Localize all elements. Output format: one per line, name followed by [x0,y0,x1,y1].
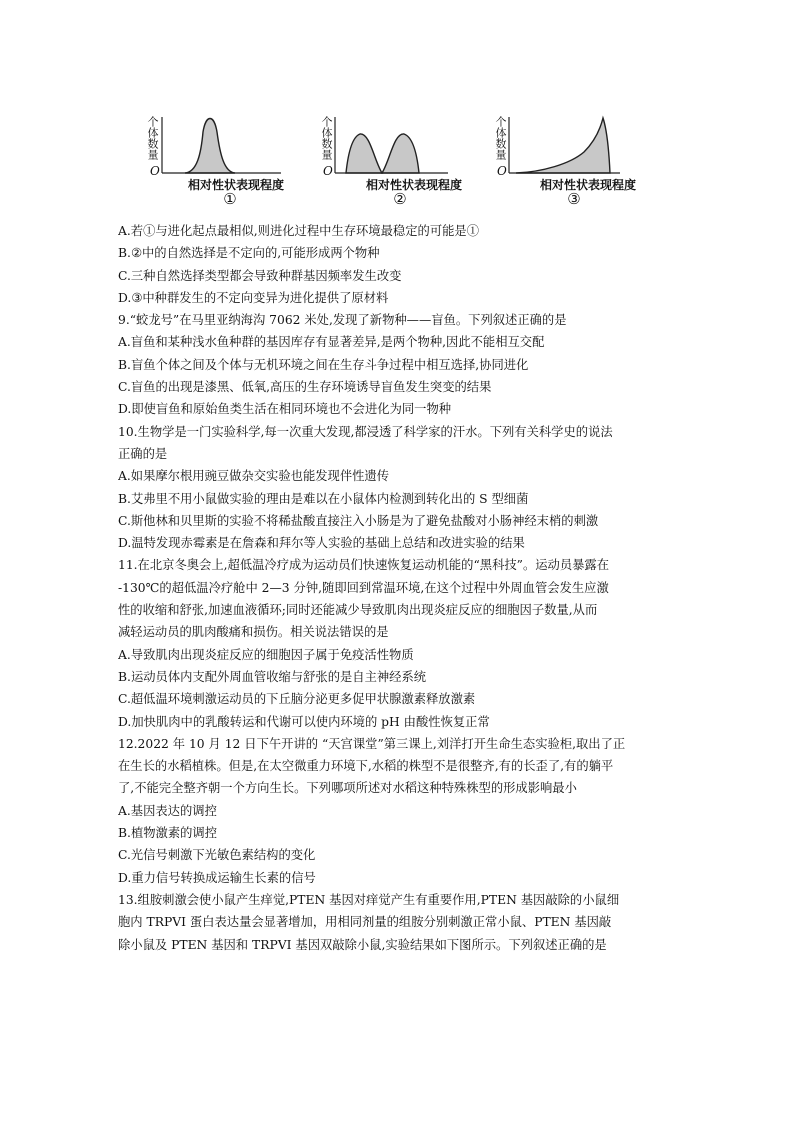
text-line: 在生长的水稻植株。但是,在太空微重力环境下,水稻的株型不是很整齐,有的长歪了,有的躺平 [118,759,614,774]
text-line: B.②中的自然选择是不定向的,可能形成两个物种 [118,246,380,261]
text-line: B.植物激素的调控 [118,826,218,841]
text-line: 了,不能完全整齐朝一个方向生长。下列哪项所述对水稻这种特殊株型的形成影响最小 [118,781,577,796]
fig1-number: ① [223,190,237,208]
text-line: A.导致肌肉出现炎症反应的细胞因子属于免疫活性物质 [118,647,414,662]
text-line: B.艾弗里不用小鼠做实验的理由是难以在小鼠体内检测到转化出的 S 型细菌 [118,491,529,506]
text-line: B.运动员体内支配外周血管收缩与舒张的是自主神经系统 [118,669,427,684]
fig3-x-label: 相对性状表现程度 [540,178,637,192]
text-line: D.即使盲鱼和原始鱼类生活在相同环境也不会进化为同一物种 [118,402,452,417]
text-line: 性的收缩和舒张,加速血液循环;同时还能减少导致肌肉出现炎症反应的细胞因子数量,从而 [118,603,598,618]
text-line: C.盲鱼的出现是漆黑、低氧,高压的生存环境诱导盲鱼发生突变的结果 [118,380,492,395]
fig1-y-label: 个体数量 [146,116,159,160]
text-line: C.三种自然选择类型都会导致种群基因频率发生改变 [118,268,402,283]
text-line: 胞内 TRPVI 蛋白表达量会显著增加，用相同剂量的组胺分别刺激正常小鼠、PTEN 基因敲 [118,915,612,930]
text-line: B.盲鱼个体之间及个体与无机环境之间在生存斗争过程中相互选择,协同进化 [118,357,529,372]
fig2-number: ② [393,190,407,208]
fig1-x-label: 相对性状表现程度 [188,178,285,192]
text-line: D.③中种群发生的不定向变异为进化提供了原材料 [118,290,389,305]
fig3-number: ③ [567,190,581,208]
text-line: D.温特发现赤霉素是在詹森和拜尔等人实验的基础上总结和改进实验的结果 [118,536,525,551]
text-line: D.重力信号转换成运输生长素的信号 [118,870,316,885]
text-line: C.光信号刺激下光敏色素结构的变化 [118,848,316,863]
text-line: 9.“蛟龙号”在马里亚纳海沟 7062 米处,发现了新物种——盲鱼。下列叙述正确的是 [118,313,567,328]
text-line: D.加快肌肉中的乳酸转运和代谢可以使内环境的 pH 由酸性恢复正常 [118,714,490,729]
text-line: 减轻运动员的肌肉酸痛和损伤。相关说法错误的是 [118,625,389,640]
fig2-x-label: 相对性状表现程度 [366,178,463,192]
fig2-origin: O [323,164,333,178]
text-line: -130℃的超低温冷疗舱中 2—3 分钟,随即回到常温环境,在这个过程中外周血管会发生应激 [118,580,609,595]
fig3-origin: O [497,164,507,178]
text-line: A.若①与进化起点最相似,则进化过程中生存环境最稳定的可能是① [118,224,480,238]
fig3-y-label: 个体数量 [494,116,507,160]
text-line: 12.2022 年 10 月 12 日下午开讲的 “天宫课堂”第三课上,刘洋打开生命生态实验柜,取出了正 [118,736,626,751]
text-line: 除小鼠及 PTEN 基因和 TRPVI 基因双敲除小鼠,实验结果如下图所示。下列叙述正确的是 [118,937,607,952]
text-line: A.基因表达的调控 [118,803,217,818]
text-line: A.如果摩尔根用豌豆做杂交实验也能发现伴性遗传 [118,469,390,484]
fig1-origin: O [150,164,160,178]
text-line: 11.在北京冬奥会上,超低温冷疗成为运动员们快速恢复运动机能的“黑科技”。运动员暴露在 [118,558,610,573]
question-text [118,220,678,956]
text-line: 13.组胺刺激会使小鼠产生痒觉,PTEN 基因对痒觉产生有重要作用,PTEN 基因敲除的小鼠细 [118,892,620,907]
text-line: 10.生物学是一门实验科学,每一次重大发现,都浸透了科学家的汗水。下列有关科学史的说法 [118,424,613,439]
text-line: A.盲鱼和某种浅水鱼种群的基因库存有显著差异,是两个物种,因此不能相互交配 [118,335,545,350]
text-line: C.超低温环境刺激运动员的下丘脑分泌更多促甲状腺激素释放激素 [118,692,476,707]
text-line: 正确的是 [118,446,168,461]
text-line: C.斯他林和贝里斯的实验不将稀盐酸直接注入小肠是为了避免盐酸对小肠神经末梢的刺激 [118,513,599,528]
fig2-y-label: 个体数量 [320,116,333,160]
